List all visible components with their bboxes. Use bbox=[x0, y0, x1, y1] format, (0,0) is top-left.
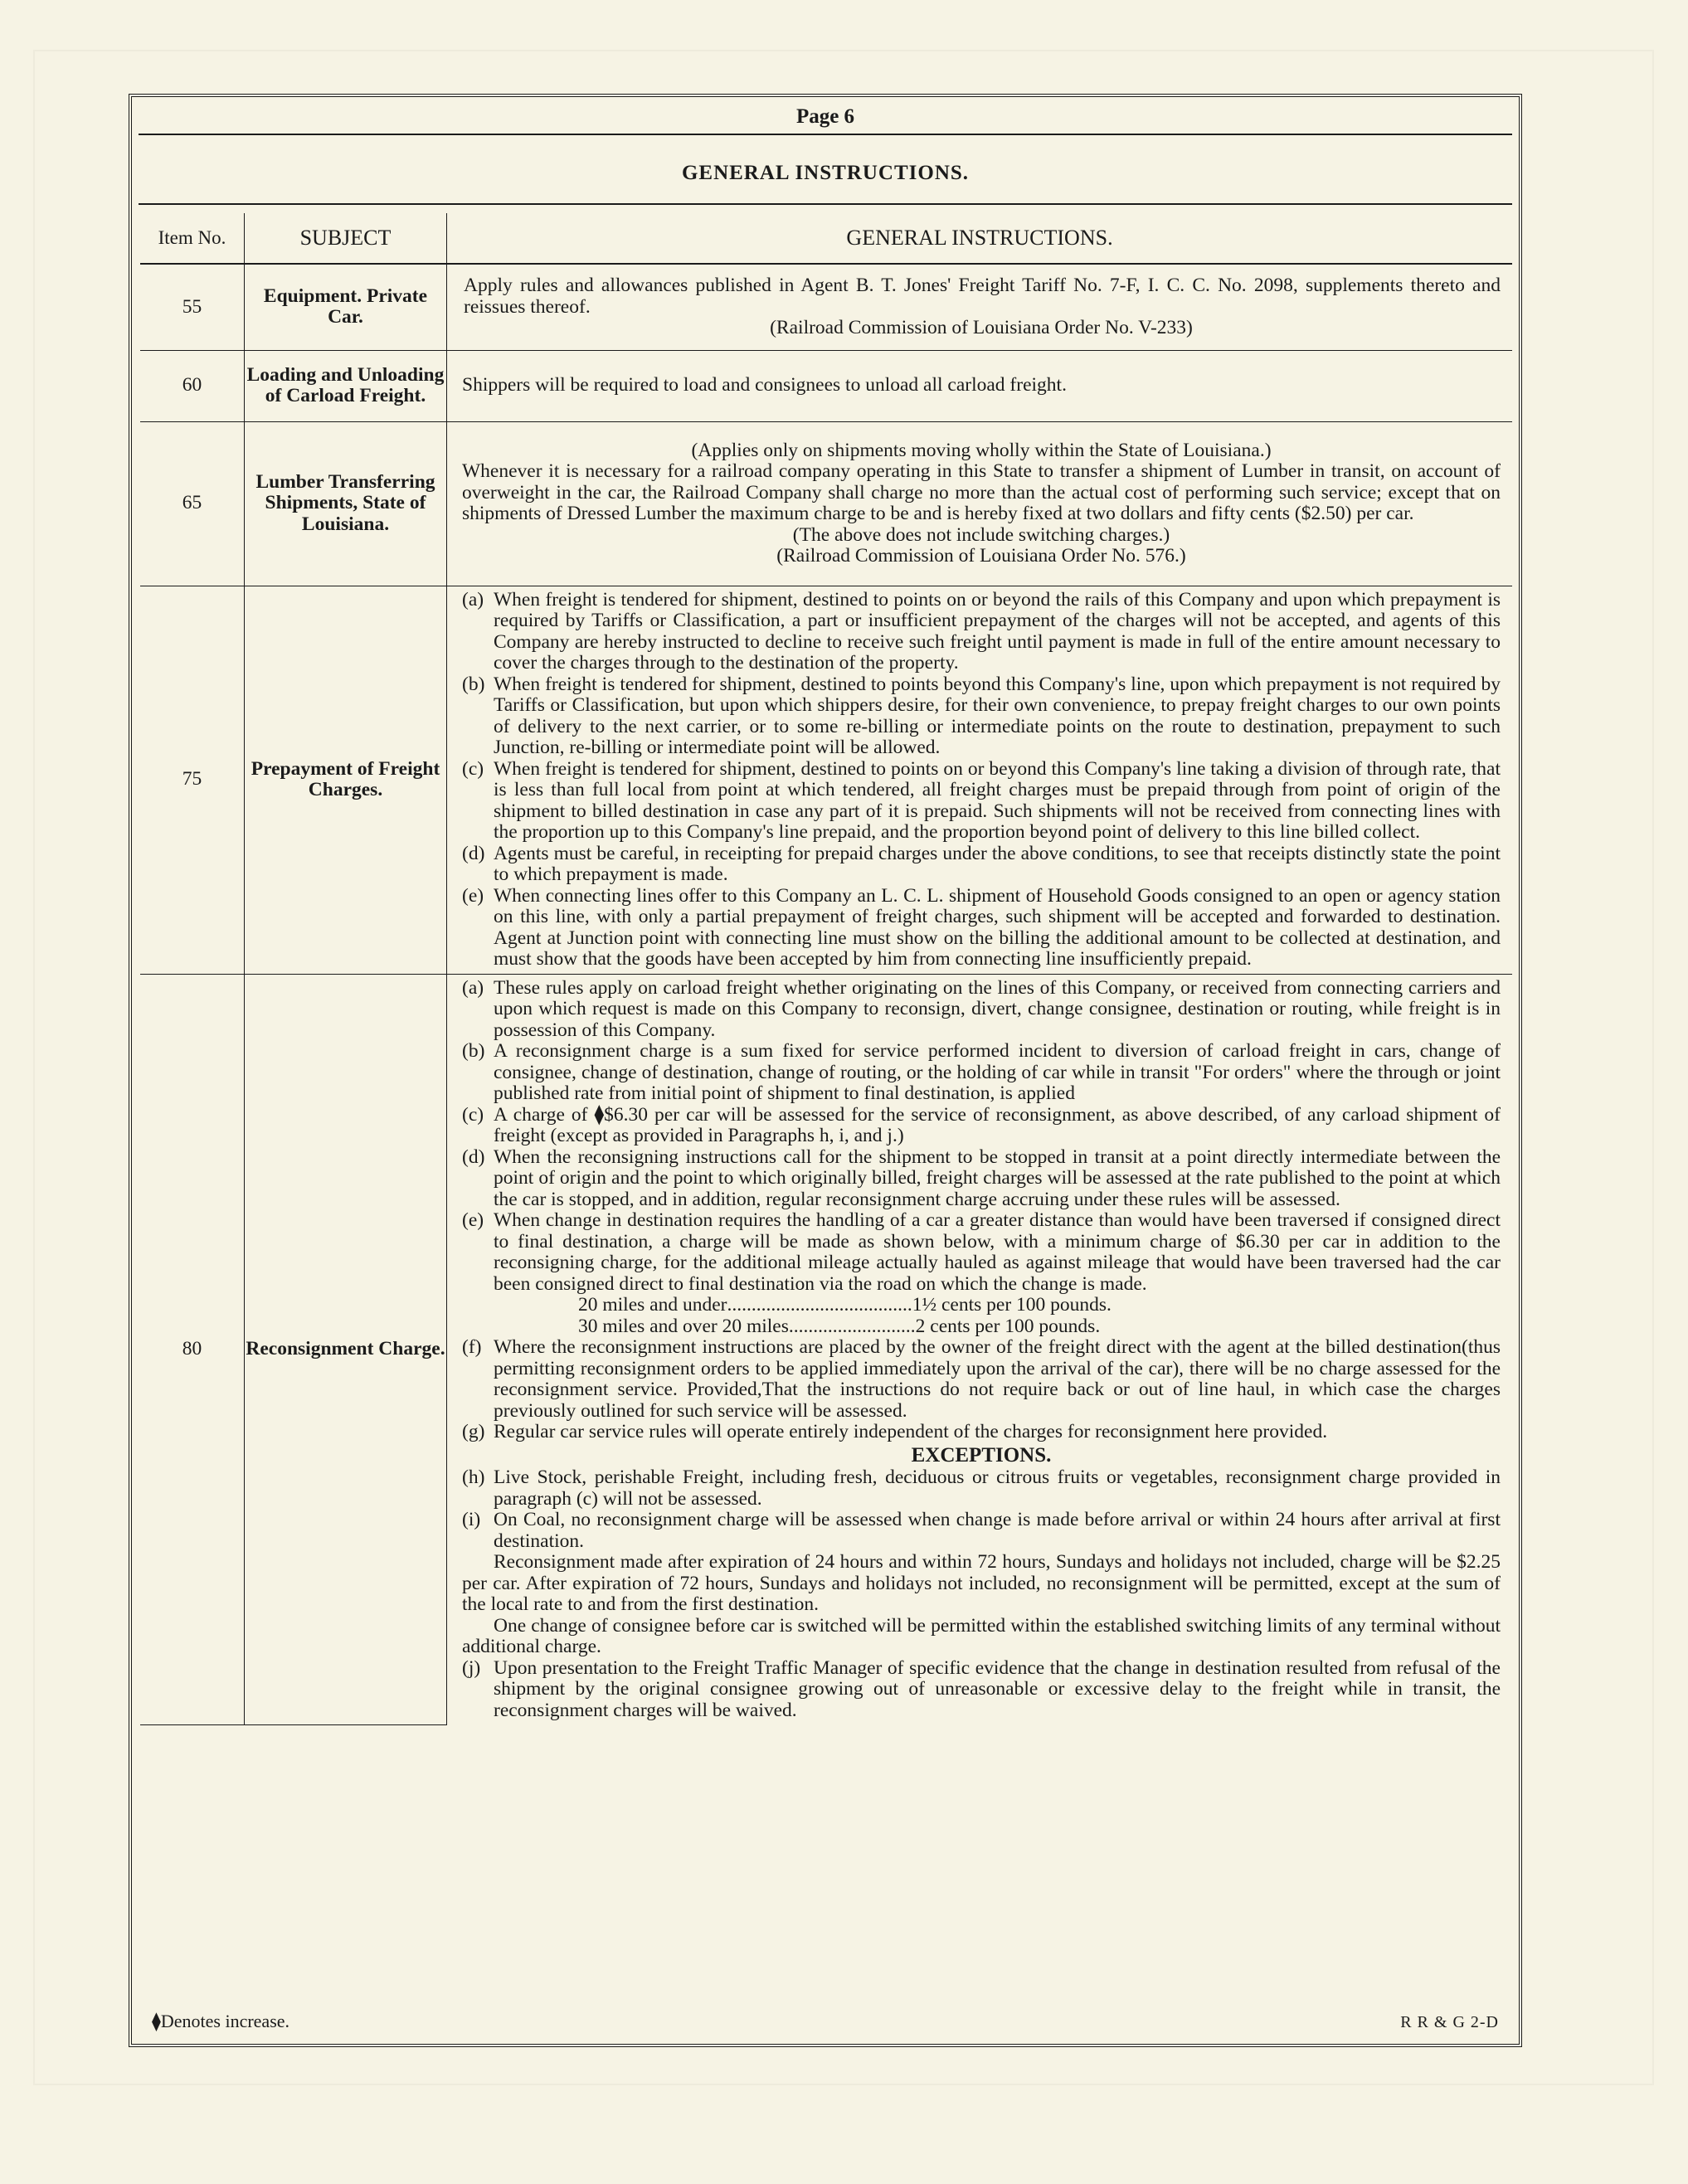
paragraph-label: (i) bbox=[462, 1509, 481, 1530]
paragraph-text: Upon presentation to the Freight Traffic Manager of specific evidence that the change in destination resulted from refusal of the shipment by the original consignee growing out of unreasonable or excessive delay to the freight while in transit, the reconsignment charges will be waived. bbox=[494, 1656, 1501, 1721]
applies-note: (Applies only on shipments moving wholly within the State of Louisiana.) bbox=[691, 439, 1272, 461]
table-row bbox=[140, 421, 1512, 586]
paragraph-text: These rules apply on carload freight whether originating on the lines of this Company, or received from connecting carriers and upon which request is made on this Company to reconsign, divert, change consignee, destination or routing, while freight is in possession of this Company. bbox=[494, 976, 1501, 1041]
paragraph bbox=[462, 1210, 1501, 1295]
paragraph bbox=[462, 674, 1501, 759]
paragraph-text: When freight is tendered for shipment, destined to points on or beyond this Company's line taking a division of through rate, that is less than full local from point at which tendered, all freight charges must be prepaid through from point of origin of the shipment to billed destination in case any part of it is prepaid. Such shipments will not be received from connecting lines with the proportion up to this Company's line prepaid, and the proportion beyond point of delivery to this line billed collect. bbox=[494, 757, 1501, 843]
paragraph bbox=[462, 1105, 1501, 1147]
order-note: (Railroad Commission of Louisiana Order No. V-233) bbox=[770, 317, 1193, 338]
paragraph-text: Agents must be careful, in receipting for prepaid charges under the above conditions, to see that receipts distinctly state the point to which prepayment is made. bbox=[494, 842, 1501, 885]
paragraph-label: (f) bbox=[462, 1336, 482, 1358]
page-frame bbox=[129, 94, 1522, 2047]
instruction-cell bbox=[447, 421, 1513, 586]
subject-cell: Reconsignment Charge. bbox=[245, 974, 447, 1724]
paragraph-label: (c) bbox=[462, 1103, 484, 1126]
divider bbox=[139, 134, 1512, 135]
item-number: 55 bbox=[140, 264, 245, 350]
page-number: Page 6 bbox=[795, 105, 855, 128]
subject-cell: Lumber Transferring Shipments, State of Louisiana. bbox=[245, 421, 447, 586]
paragraph-text: When change in destination requires the handling of a car a greater distance than would have been traversed if consigned direct to final destination, a charge will be made as shown below, with a minimum charge of $6.30 per car in addition to the reconsigning charge, for the additional mileage actually hauled as against mileage that would have been traversed had the car been consigned direct to final destination via the road on which the change is made. bbox=[494, 1209, 1501, 1295]
header-item-no: Item No. bbox=[140, 213, 245, 264]
instruction-text: Whenever it is necessary for a railroad company operating in this State to transfer a shipment of Lumber in transit, on account of overweight in the car, the Railroad Company shall charge no more than the actual cost of performing such service; except that on shipments of Dressed Lumber the maximum charge to be and is hereby fixed at two dollars and fifty cents ($2.50) per car. bbox=[462, 460, 1501, 524]
paragraph-text: Where the reconsignment instructions are placed by the owner of the freight direct with the agent at the billed destination(thus permitting reconsignment orders to be applied immediately upon the arrival of the car), there will be no charge assessed for the reconsignment service. Provided,That the instructions do not require back or out of line haul, in which case the charges previously outlined for such service will be assessed. bbox=[494, 1336, 1501, 1422]
paragraph bbox=[462, 1041, 1501, 1105]
paragraph-label: (a) bbox=[462, 976, 484, 999]
rate-amount: 2 cents per 100 pounds. bbox=[915, 1315, 1101, 1337]
form-number: R R & G 2-D bbox=[1400, 2013, 1499, 2031]
switching-note: (The above does not include switching charges.) bbox=[792, 523, 1170, 546]
leader-dots: .......................... bbox=[788, 1315, 916, 1337]
paragraph bbox=[462, 1422, 1501, 1443]
paragraph-text: When the reconsigning instructions call for the shipment to be stopped in transit at a point directly intermediate between the point of origin and the point to which originally billed, freight charges will be assessed at the rate published to the point at which the car is stopped, and in addition, regular reconsignment charge accruing under these rules will be assessed. bbox=[494, 1146, 1501, 1210]
table-header-row bbox=[140, 213, 1512, 264]
order-note: (Railroad Commission of Louisiana Order No. 576.) bbox=[776, 545, 1186, 567]
paragraph bbox=[462, 1658, 1501, 1722]
instruction-cell bbox=[447, 586, 1513, 974]
instruction-text: Shippers will be required to load and consignees to unload all carload freight. bbox=[462, 374, 1067, 396]
divider bbox=[139, 203, 1512, 205]
rate-distance: 20 miles and under bbox=[578, 1294, 727, 1316]
paragraph-text: A reconsignment charge is a sum fixed for service performed incident to diversion of carload freight in cars, change of consignee, change of destination, change of routing, or the holding of car while in transit "For orders" where the through or joint published rate from initial point of shipment to final destination, is applied bbox=[494, 1040, 1501, 1104]
paragraph-text: When freight is tendered for shipment, destined to points beyond this Company's line, upon which prepayment is not required by Tariffs or Classification, but upon which shippers desire, for their own convenience, to prepay freight charges to our own points of delivery to the next carrier, or to some re-billing or intermediate points on the route to destination, prepayment to such Junction, re-billing or intermediate point will be allowed. bbox=[494, 673, 1501, 758]
instruction-cell bbox=[447, 264, 1513, 350]
paragraph-text: Regular car service rules will operate entirely independent of the charges for reconsignment here provided. bbox=[494, 1421, 1328, 1442]
paragraph-text: Live Stock, perishable Freight, including fresh, deciduous or citrous fruits or vegetables, reconsignment charge provided in paragraph (c) will not be assessed. bbox=[494, 1467, 1501, 1510]
paragraph bbox=[462, 1510, 1501, 1552]
paragraph bbox=[462, 1147, 1501, 1211]
paragraph-label: (a) bbox=[462, 588, 484, 610]
instruction-cell bbox=[447, 350, 1513, 421]
instructions-table bbox=[140, 213, 1512, 1725]
paragraph-label: (j) bbox=[462, 1656, 481, 1679]
table-row bbox=[140, 264, 1512, 350]
paragraph-text: When connecting lines offer to this Company an L. C. L. shipment of Household Goods consigned to an open or agency station on this line, with only a partial prepayment of freight charges, such shipment will be accepted and forwarded to destination. Agent at Junction point with connecting line must show on the billing the additional amount to be collected at destination, and must show that the goods have been accepted by him from connecting line insufficiently prepaid. bbox=[494, 884, 1501, 970]
item-number: 65 bbox=[140, 421, 245, 586]
rate-distance: 30 miles and over 20 miles bbox=[578, 1315, 789, 1337]
table-row bbox=[140, 586, 1512, 974]
page-title: GENERAL INSTRUCTIONS. bbox=[681, 162, 970, 184]
exceptions-heading: EXCEPTIONS. bbox=[911, 1443, 1052, 1467]
increase-legend: ⧫Denotes increase. bbox=[152, 2011, 290, 2031]
instruction-cell bbox=[447, 974, 1513, 1724]
paragraph bbox=[462, 886, 1501, 970]
paragraph bbox=[462, 978, 1501, 1042]
paragraph-label: (e) bbox=[462, 884, 484, 907]
paragraph-label: (g) bbox=[462, 1421, 485, 1442]
paragraph-label: (h) bbox=[462, 1467, 485, 1488]
paragraph-text: A charge of ⧫$6.30 per car will be assessed for the service of reconsignment, as above described, of any carload shipment of freight (except as provided in Paragraphs h, i, and j.) bbox=[494, 1103, 1501, 1146]
paragraph bbox=[462, 1467, 1501, 1510]
paragraph-label: (d) bbox=[462, 842, 485, 864]
instruction-text: Apply rules and allowances published in Agent B. T. Jones' Freight Tariff No. 7-F, I. C. C. No. 2098, supplements thereto and reissues thereof. bbox=[464, 275, 1501, 318]
paragraph-label: (c) bbox=[462, 757, 484, 780]
paragraph-text: On Coal, no reconsignment charge will be assessed when change is made before arrival or within 24 hours after arrival at first destination. bbox=[494, 1509, 1501, 1552]
subject-cell: Equipment. Private Car. bbox=[245, 264, 447, 350]
paragraph-continuation: Reconsignment made after expiration of 24 hours and within 72 hours, Sundays and holidays not included, charge will be $2.25 per car. After expiration of 72 hours, Sundays and holidays not included, no reconsignment will be permitted, except at the sum of the local rate to and from the first destination. bbox=[462, 1551, 1501, 1615]
paragraph-label: (b) bbox=[462, 673, 485, 695]
paragraph bbox=[462, 590, 1501, 674]
paragraph-label: (d) bbox=[462, 1146, 485, 1168]
paragraph bbox=[462, 844, 1501, 886]
subject-cell: Prepayment of Freight Charges. bbox=[245, 586, 447, 974]
paragraph bbox=[462, 1337, 1501, 1422]
paragraph-label: (e) bbox=[462, 1209, 484, 1231]
paragraph bbox=[462, 759, 1501, 844]
table-row bbox=[140, 350, 1512, 421]
item-number: 60 bbox=[140, 350, 245, 421]
item-number: 80 bbox=[140, 974, 245, 1724]
header-instructions: GENERAL INSTRUCTIONS. bbox=[447, 213, 1513, 264]
paragraph-continuation: One change of consignee before car is switched will be permitted within the established switching limits of any terminal without additional charge. bbox=[462, 1614, 1501, 1657]
paragraph-text: When freight is tendered for shipment, destined to points on or beyond the rails of this Company and upon which prepayment is required by Tariffs or Classification, a part or insufficient prepayment of the charges will not be accepted, and agents of this Company are hereby instructed to decline to receive such freight until payment is made in full of the entire amount necessary to cover the charges through to the destination of the property. bbox=[494, 588, 1501, 674]
header-subject: SUBJECT bbox=[245, 213, 447, 264]
rate-amount: 1½ cents per 100 pounds. bbox=[912, 1294, 1112, 1316]
table-row bbox=[140, 974, 1512, 1724]
leader-dots: ...................................... bbox=[727, 1294, 912, 1316]
mileage-rate-line bbox=[462, 1295, 1501, 1316]
mileage-rate-line bbox=[462, 1316, 1501, 1338]
subject-cell: Loading and Unloading of Carload Freight. bbox=[245, 350, 447, 421]
item-number: 75 bbox=[140, 586, 245, 974]
paragraph-label: (b) bbox=[462, 1040, 485, 1062]
